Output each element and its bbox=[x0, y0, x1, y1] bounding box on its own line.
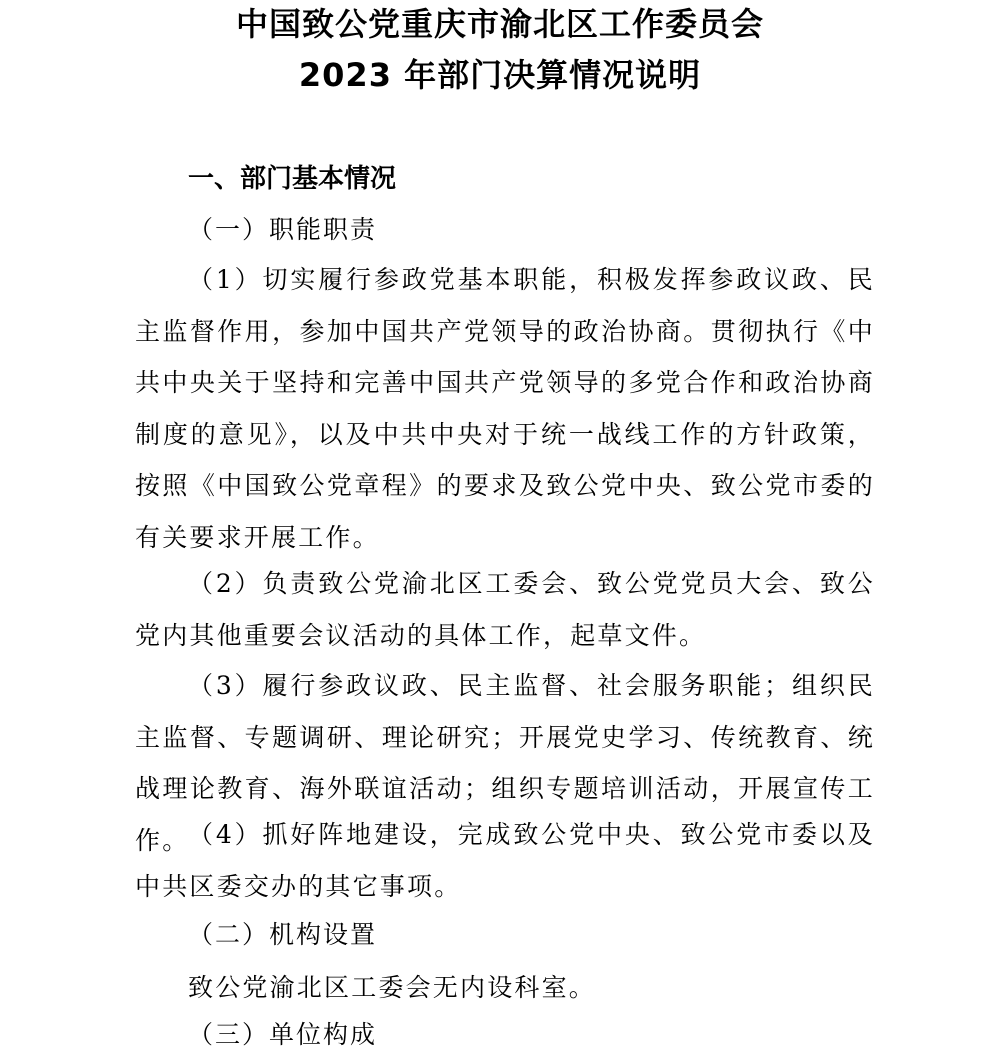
subheading-unit-composition: （三）单位构成 bbox=[188, 1020, 378, 1049]
document-title-line1: 中国致公党重庆市渝北区工作委员会 bbox=[235, 5, 764, 43]
subheading-duties: （一）职能职责 bbox=[188, 215, 378, 244]
subheading-org-setup: （二）机构设置 bbox=[188, 920, 378, 949]
section-heading-basic-info: 一、部门基本情况 bbox=[188, 164, 397, 194]
duty-paragraph-2: （2）负责致公党渝北区工委会、致公党党员大会、致公党内其他重要会议活动的具体工作，起草文件。 bbox=[135, 569, 875, 650]
document-title-line2: 2023 年部门决算情况说明 bbox=[298, 56, 702, 94]
duty-paragraph-1: （1）切实履行参政党基本职能，积极发挥参政议政、民主监督作用，参加中国共产党领导的政治协商。贯彻执行《中共中央关于坚持和完善中国共产党领导的多党合作和政治协商制度的意见》，以及中共中央对于统一战线工作的方针政策，按照《中国致公党章程》的要求及致公党中央、致公党市委的有关要求开展工作。 bbox=[135, 265, 875, 552]
duty-paragraph-3: （3）履行参政议政、民主监督、社会服务职能；组织民主监督、专题调研、理论研究；开展党史学习、传统教育、统战理论教育、海外联谊活动；组织专题培训活动，开展宣传工作。 bbox=[135, 671, 875, 855]
org-setup-paragraph: 致公党渝北区工委会无内设科室。 bbox=[188, 973, 597, 1002]
duty-paragraph-4: （4）抓好阵地建设，完成致公党中央、致公党市委以及中共区委交办的其它事项。 bbox=[135, 820, 875, 901]
